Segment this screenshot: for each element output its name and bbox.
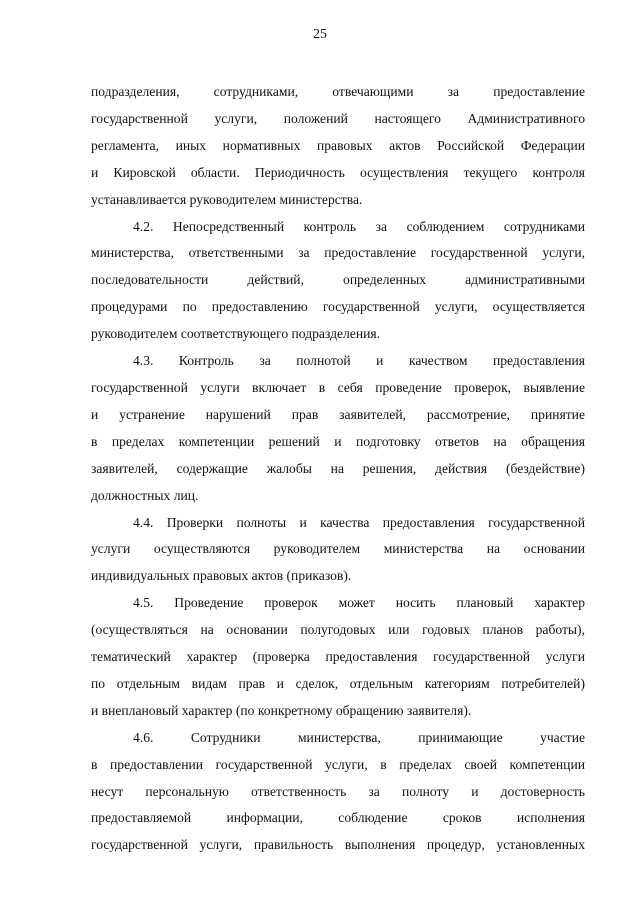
text-line: несут персональную ответственность за полноту и достоверность <box>91 783 585 799</box>
text-line: и внеплановый характер (по конкретному обращению заявителя). <box>91 702 472 718</box>
text-line: устанавливается руководителем министерства. <box>91 191 363 207</box>
text-line: подразделения, сотрудниками, отвечающими за предоставление <box>91 84 585 99</box>
text-line: тематический характер (проверка предоставления государственной услуги <box>91 649 585 665</box>
text-line: министерства, ответственными за предоставление государственной услуги, <box>91 245 585 261</box>
text-line: по отдельным видам прав и сделок, отдельным категориям потребителей) <box>91 675 585 691</box>
page-number: 25 <box>313 27 327 42</box>
text-line: и устранение нарушений прав заявителей, рассмотрение, принятие <box>91 406 585 422</box>
text-line: 4.2. Непосредственный контроль за соблюдением сотрудниками <box>133 218 585 234</box>
paragraph-4-2 <box>91 214 585 349</box>
text-line: 4.5. Проведение проверок может носить плановый характер <box>133 595 585 611</box>
text-line: государственной услуги, правильность выполнения процедур, установленных <box>91 837 585 853</box>
text-line: в предоставлении государственной услуги, в пределах своей компетенции <box>91 756 585 772</box>
text-line: должностных лиц. <box>91 487 199 503</box>
paragraph-continuation <box>91 79 585 214</box>
text-line: индивидуальных правовых актов (приказов). <box>91 568 352 584</box>
text-line: в пределах компетенции решений и подготовку ответов на обращения <box>91 433 585 449</box>
text-line: 4.4. Проверки полноты и качества предоставления государственной <box>133 514 585 530</box>
paragraph-4-5 <box>91 590 585 725</box>
document-body <box>91 79 585 859</box>
text-line: процедурами по предоставлению государственной услуги, осуществляется <box>91 299 585 315</box>
text-line: последовательности действий, определенных административными <box>91 272 585 288</box>
text-line: регламента, иных нормативных правовых актов Российской Федерации <box>91 137 585 153</box>
paragraph-4-6 <box>91 725 585 860</box>
paragraph-4-3 <box>91 348 585 509</box>
text-line: и Кировской области. Периодичность осуществления текущего контроля <box>91 164 585 180</box>
text-line: предоставляемой информации, соблюдение сроков исполнения <box>91 810 585 826</box>
text-line: руководителем соответствующего подразделения. <box>91 326 381 342</box>
text-line: услуги осуществляются руководителем министерства на основании <box>91 541 585 557</box>
text-line: 4.6. Сотрудники министерства, принимающие участие <box>133 729 585 745</box>
text-line: (осуществляться на основании полугодовых или годовых планов работы), <box>91 622 585 638</box>
paragraph-4-4 <box>91 510 585 591</box>
text-line: государственной услуги, положений настоящего Административного <box>91 110 585 126</box>
text-line: 4.3. Контроль за полнотой и качеством предоставления <box>133 353 585 369</box>
text-line: заявителей, содержащие жалобы на решения, действия (бездействие) <box>91 460 585 476</box>
text-line: государственной услуги включает в себя проведение проверок, выявление <box>91 379 585 395</box>
